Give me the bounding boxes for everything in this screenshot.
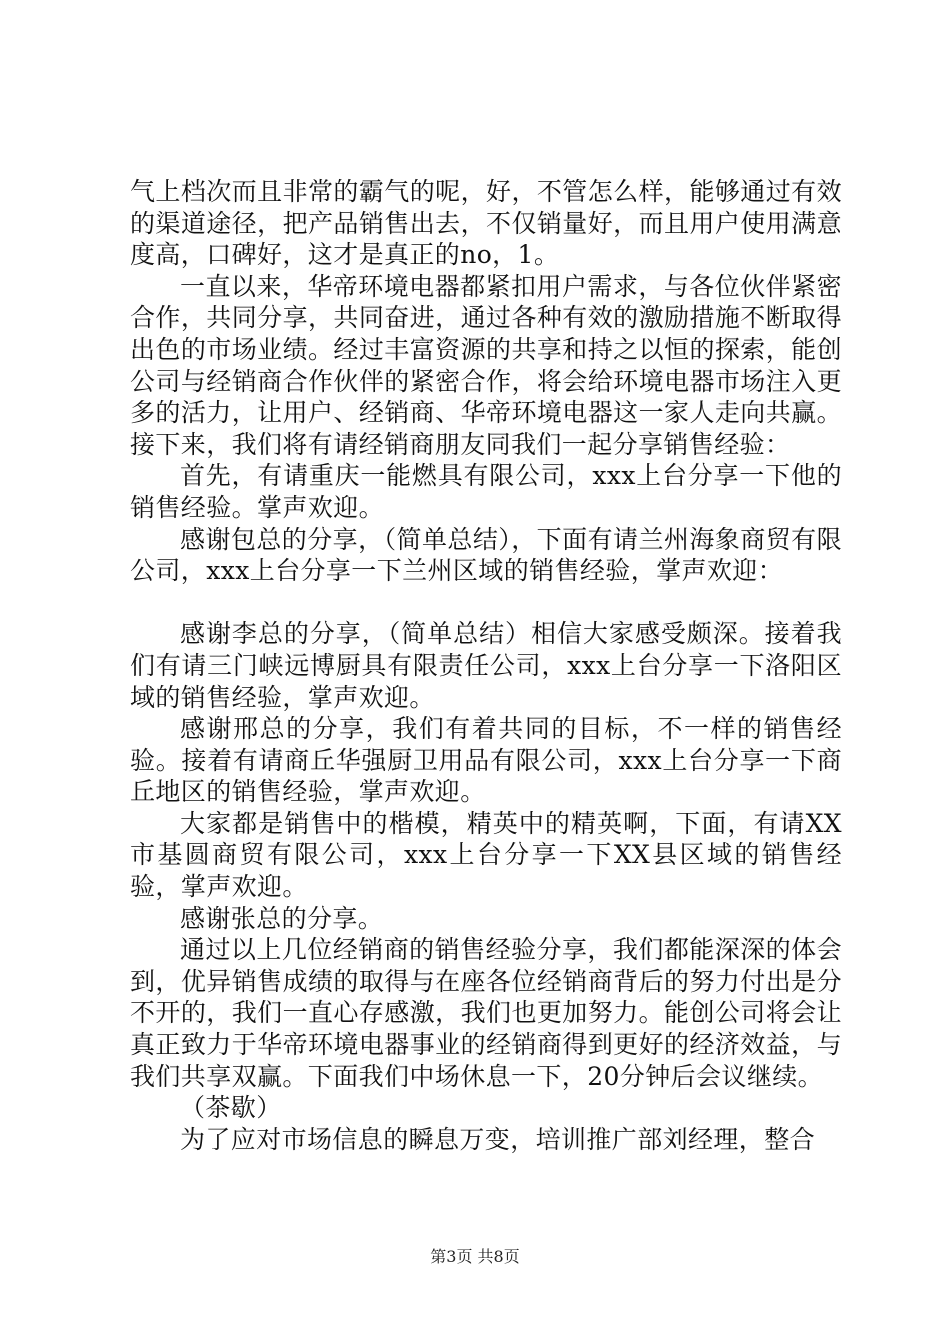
paragraph: 为了应对市场信息的瞬息万变，培训推广部刘经理，整合	[180, 1124, 816, 1154]
paragraph: 感谢包总的分享，（简单总结），下面有请兰州海象商贸有限公司，xxx上台分享一下兰州区域的销售经验，掌声欢迎：	[130, 524, 842, 586]
paragraph: 大家都是销售中的楷模，精英中的精英啊，下面，有请XX市基圆商贸有限公司，xxx上台分享一下XX县区域的销售经验，掌声欢迎。	[130, 808, 842, 902]
paragraph-continuation: 气上档次而且非常的霸气的呢，好，不管怎么样，能够通过有效的渠道途径，把产品销售出去，不仅销量好，而且用户使用满意度高，口碑好，这才是真正的no，1。	[130, 177, 842, 270]
paragraph: 首先，有请重庆一能燃具有限公司，xxx上台分享一下他的销售经验。掌声欢迎。	[130, 461, 842, 522]
paragraph: 一直以来，华帝环境电器都紧扣用户需求，与各位伙伴紧密合作，共同分享，共同奋进，通过各种有效的激励措施不断取得出色的市场业绩。经过丰富资源的共享和持之以恒的探索，能创公司与经销商合作伙伴的紧密合作，将会给环境电器市场注入更多的活力，让用户、经销商、华帝环境电器这一家人走向共赢。接下来，我们将有请经销商朋友同我们一起分享销售经验：	[130, 271, 842, 459]
paragraph: 感谢张总的分享。	[180, 903, 384, 933]
paragraph: 感谢邢总的分享，我们有着共同的目标，不一样的销售经验。接着有请商丘华强厨卫用品有限公司，xxx上台分享一下商丘地区的销售经验，掌声欢迎。	[130, 714, 842, 807]
paragraph: 通过以上几位经销商的销售经验分享，我们都能深深的体会到，优异销售成绩的取得与在座各位经销商背后的努力付出是分不开的，我们一直心存感激，我们也更加努力。能创公司将会让真正致力于华帝环境电器事业的经销商得到更好的经济效益，与我们共享双赢。下面我们中场休息一下，20分钟后会议继续。	[130, 935, 842, 1091]
paragraph: 感谢李总的分享，（简单总结）相信大家感受颇深。接着我们有请三门峡远博厨具有限责任公司，xxx上台分享一下洛阳区域的销售经验，掌声欢迎。	[130, 619, 842, 712]
paragraph: （茶歇）	[180, 1093, 282, 1123]
page-footer: 第3页 共8页	[430, 1247, 520, 1266]
document-body	[130, 176, 842, 1155]
